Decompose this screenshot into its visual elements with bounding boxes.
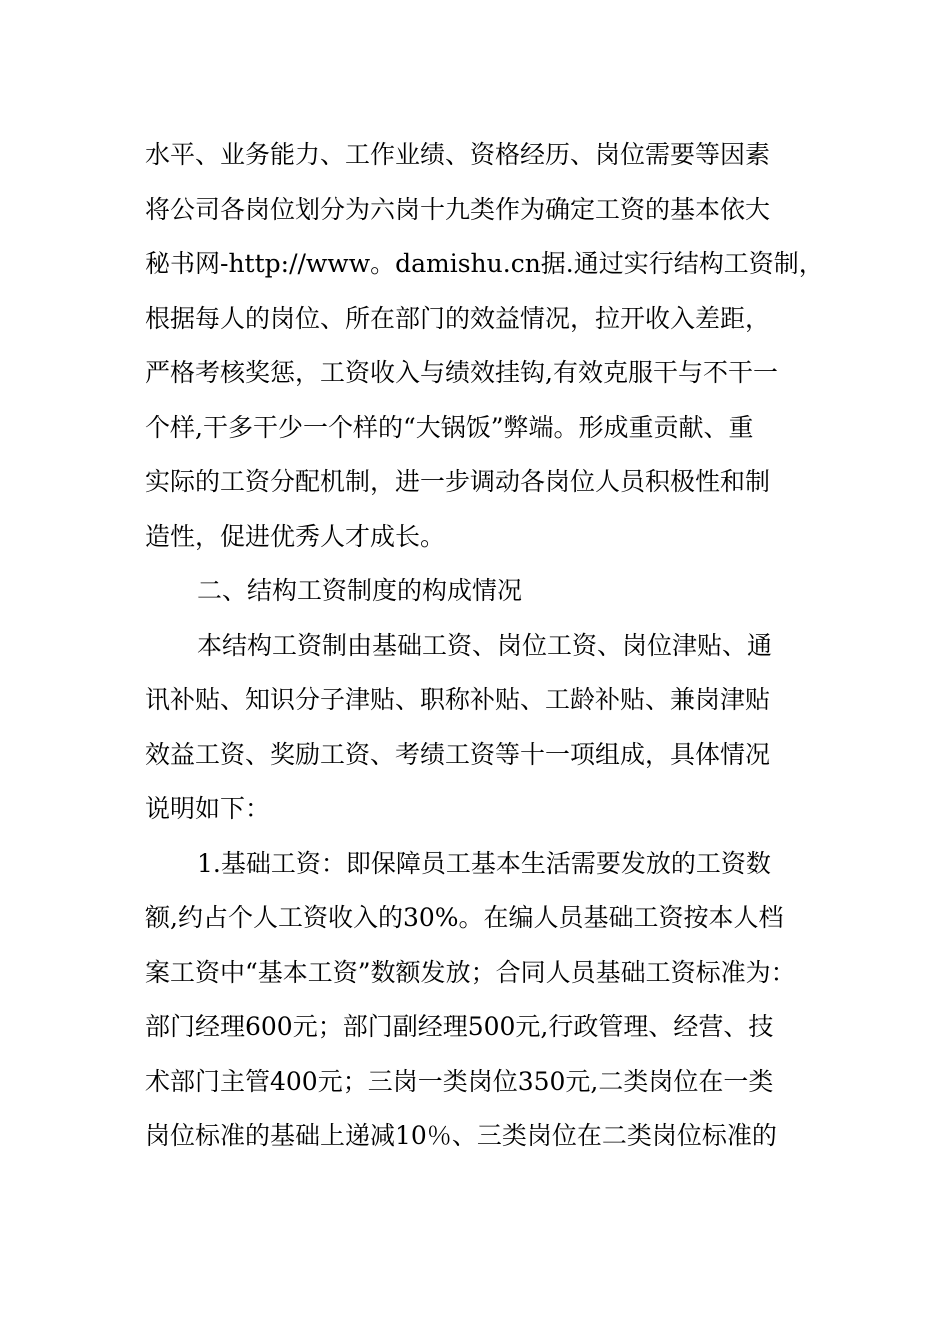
text-line: 讯补贴、知识分子津贴、职称补贴、工龄补贴、兼岗津贴 <box>145 685 771 714</box>
text-line: 水平、业务能力、工作业绩、资格经历、岗位需要等因素 <box>145 140 771 169</box>
text-line: 部门经理600元；部门副经理500元,行政管理、经营、技 <box>145 1012 774 1041</box>
text-line: 案工资中“基本工资”数额发放；合同人员基础工资标准为： <box>145 957 796 987</box>
text-line: 额,约占个人工资收入的30%。在编人员基础工资按本人档 <box>145 903 784 932</box>
text-line: 实际的工资分配机制，进一步调动各岗位人员积极性和制 <box>145 467 771 496</box>
document-body <box>145 128 825 1164</box>
text-line: 岗位标准的基础上递减10％、三类岗位在二类岗位标准的 <box>145 1121 777 1150</box>
text-line: 将公司各岗位划分为六岗十九类作为确定工资的基本依大 <box>145 194 771 224</box>
text-line: 根据每人的岗位、所在部门的效益情况，拉开收入差距， <box>145 303 771 333</box>
text-line: 严格考核奖惩，工资收入与绩效挂钩,有效克服干与不干一 <box>145 358 778 387</box>
text-line: 本结构工资制由基础工资、岗位工资、岗位津贴、通 <box>197 630 773 660</box>
text-line: 1.基础工资：即保障员工基本生活需要发放的工资数 <box>197 848 771 878</box>
text-line: 个样,干多干少一个样的“大锅饭”弊端。形成重贡献、重 <box>145 412 754 442</box>
text-line: 秘书网-http://www。damishu.cn据.通过实行结构工资制， <box>145 249 824 278</box>
text-line: 术部门主管400元；三岗一类岗位350元,二类岗位在一类 <box>145 1066 774 1096</box>
text-line: 说明如下： <box>145 794 271 823</box>
text-line: 造性，促进优秀人才成长。 <box>145 521 446 551</box>
text-line: 效益工资、奖励工资、考绩工资等十一项组成，具体情况 <box>145 739 771 769</box>
section-heading: 二、结构工资制度的构成情况 <box>197 576 523 605</box>
